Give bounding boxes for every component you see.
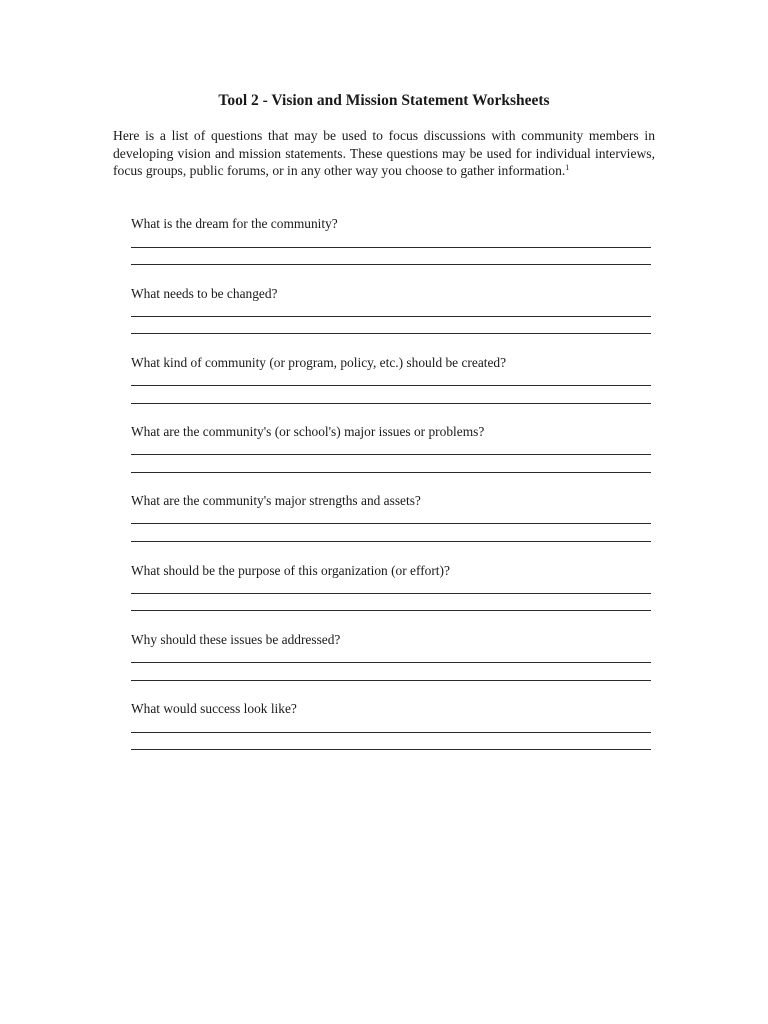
answer-line[interactable] <box>131 472 651 473</box>
answer-line[interactable] <box>131 454 651 455</box>
page-title: Tool 2 - Vision and Mission Statement Worksheets <box>218 92 550 109</box>
footnote-marker: 1 <box>565 163 570 173</box>
answer-line[interactable] <box>131 403 651 404</box>
answer-line[interactable] <box>131 732 651 733</box>
answer-line[interactable] <box>131 385 651 386</box>
answer-line[interactable] <box>131 610 651 611</box>
answer-line[interactable] <box>131 680 651 681</box>
question-text: What are the community's (or school's) major issues or problems? <box>131 424 485 439</box>
question-text: Why should these issues be addressed? <box>131 632 341 647</box>
answer-line[interactable] <box>131 523 651 524</box>
question-text: What are the community's major strengths and assets? <box>131 493 421 508</box>
question-text: What should be the purpose of this organization (or effort)? <box>131 563 450 578</box>
answer-line[interactable] <box>131 749 651 750</box>
answer-line[interactable] <box>131 316 651 317</box>
answer-line[interactable] <box>131 593 651 594</box>
question-text: What would success look like? <box>131 701 297 716</box>
answer-line[interactable] <box>131 541 651 542</box>
question-text: What is the dream for the community? <box>131 216 338 231</box>
answer-line[interactable] <box>131 662 651 663</box>
answer-line[interactable] <box>131 264 651 265</box>
intro-text: Here is a list of questions that may be used to focus discussions with community members in developing vision and mission statements. These questions may be used for individual interviews, focus groups, public forums, or in any other way you choose to gather information. <box>113 128 655 179</box>
answer-line[interactable] <box>131 247 651 248</box>
question-text: What needs to be changed? <box>131 286 278 301</box>
question-text: What kind of community (or program, policy, etc.) should be created? <box>131 355 507 370</box>
answer-line[interactable] <box>131 333 651 334</box>
